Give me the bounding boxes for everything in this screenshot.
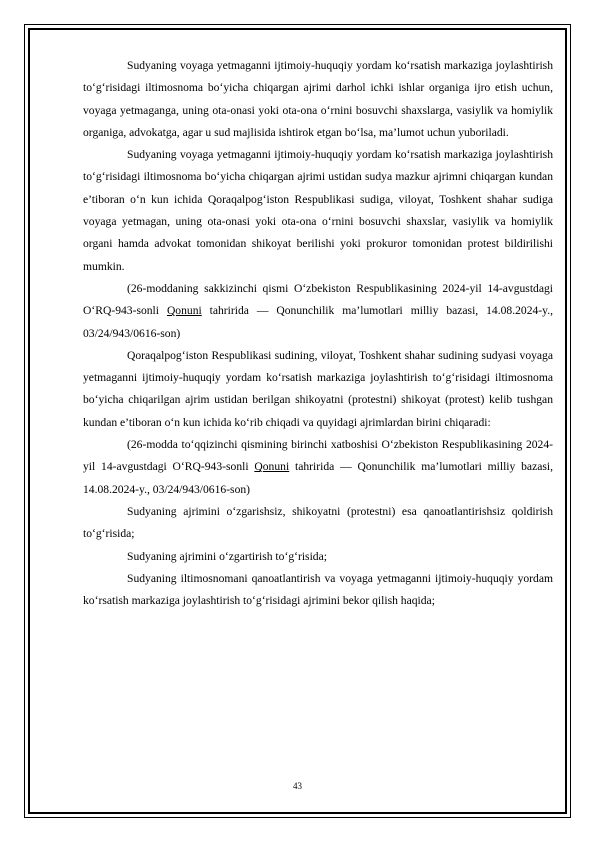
amendment-note-2-before: (26-modda to‘qqizinchi qismining birinchi xatboshisi O‘zbekiston Respublikasining 2024-yil 14-avgustdagi O‘RQ-943-sonli: [83, 438, 553, 474]
page-number: 43: [293, 781, 302, 791]
amendment-note-2-after: tahririda — Qonunchilik ma’lumotlari milliy bazasi, 14.08.2024-y., 03/24/943/0616-son): [83, 460, 554, 496]
amendment-note-1: [83, 278, 553, 345]
paragraph-2: Sudyaning voyaga yetmaganni ijtimoiy-huquqiy yordam ko‘rsatish markaziga joylashtirish to‘g‘risidagi iltimosnoma bo‘yicha chiqargan ajrimi ustidan sudya mazkur ajrimni chiqargan kundan e’tiboran o‘n kun ichida Qoraqalpog‘iston Respublikasi sudiga, viloyat, Toshkent shahar sudiga voyaga yetmagan, uning ota-onasi yoki ota-ona o‘rnini bosuvchi shaxslar, vasiylik va homiylik organi hamda advokat tomonidan shikoyat berilishi yoki prokuror tomonidan protest bildirilishi mumkin.: [83, 148, 553, 273]
document-body: [83, 55, 553, 612]
amendment-note-1-before: (26-moddaning sakkizinchi qismi O‘zbekiston Respublikasining 2024-yil 14-avgustdagi O‘RQ-943-sonli: [83, 281, 553, 318]
amendment-note-1-after: tahririda — Qonunchilik ma’lumotlari milliy bazasi, 14.08.2024-y., 03/24/943/0616-son): [83, 304, 553, 340]
law-link-1[interactable]: Qonuni: [166, 304, 202, 318]
paragraph-7: Sudyaning ajrimini o‘zgartirish to‘g‘risida;: [127, 549, 327, 563]
paragraph-4: Qoraqalpog‘iston Respublikasi sudining, viloyat, Toshkent shahar sudining sudyasi voyaga yetmaganni ijtimoiy-huquqiy yordam ko‘rsatish markaziga joylashtirish to‘g‘risidagi iltimosnoma bo‘yicha chiqarilgan ajrim ustidan berilgan shikoyatni (protestni) shikoyat (protest) kelib tushgan kundan e’tiboran o‘n kun ichida ko‘rib chiqadi va quyidagi ajrimlardan birini chiqaradi:: [83, 348, 553, 429]
paragraph-1: Sudyaning voyaga yetmaganni ijtimoiy-huquqiy yordam ko‘rsatish markaziga joylashtirish to‘g‘risidagi iltimosnoma bo‘yicha chiqargan ajrimi darhol ichki ishlar organiga ijro etish uchun, voyaga yetmaganga, uning ota-onasi yoki ota-ona o‘rnini bosuvchi shaxslarga, vasiylik va homiylik organiga, advokatga, agar u sud majlisida ishtirok etgan bo‘lsa, ma’lumot uchun yuboriladi.: [83, 59, 553, 139]
amendment-note-2: [83, 434, 553, 501]
paragraph-8: Sudyaning iltimosnomani qanoatlantirish va voyaga yetmaganni ijtimoiy-huquqiy yordam ko‘rsatish markaziga joylashtirish to‘g‘risidagi ajrimini bekor qilish haqida;: [83, 571, 553, 608]
law-link-2[interactable]: Qonuni: [254, 460, 290, 474]
paragraph-6: Sudyaning ajrimini o‘zgarishsiz, shikoyatni (protestni) esa qanoatlantirishsiz qoldirish to‘g‘risida;: [83, 504, 553, 541]
